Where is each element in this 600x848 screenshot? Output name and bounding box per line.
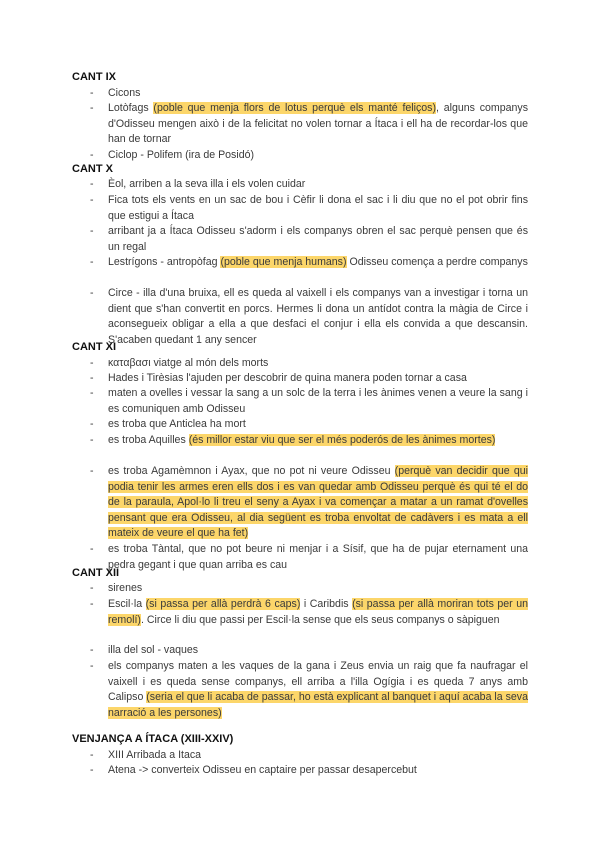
list-item: arribant ja a Ítaca Odisseu s'adorm i els companys obren el sac perquè pensen que és un regal xyxy=(108,225,528,253)
bullet: - xyxy=(90,660,94,672)
list-item: es troba Tàntal, que no pot beure ni menjar i a Sísif, que ha de pujar eternament una pedra gegant i que quan arriba es cau xyxy=(108,543,528,571)
bullet: - xyxy=(90,749,94,761)
bullet: - xyxy=(90,387,94,399)
list-item: Lestrígons - antropòfag (poble que menja humans) Odisseu comença a perdre companys xyxy=(108,256,528,268)
list-item: Lotòfags (poble que menja flors de lotus perquè els manté feliços), alguns companys d'Odisseu mengen això i de la felicitat no volen tornar a Ítaca i ell ha de recordar-los que han de tornar xyxy=(108,102,528,145)
list-item: els companys maten a les vaques de la gana i Zeus envia un raig que fa naufragar el vaixell i es queda sense companys, ell arriba a l'illa Ogígia i es queda 7 anys amb Calipso (seria el que li acaba de passar, ho està explicant al banquet i aquí acaba la seva narració a les persones) xyxy=(108,660,528,719)
bullet: - xyxy=(90,434,94,446)
list-item: καταβασι viatge al món dels morts xyxy=(108,357,269,369)
bullet: - xyxy=(90,644,94,656)
bullet: - xyxy=(90,194,94,206)
list-item: XIII Arribada a Itaca xyxy=(108,749,202,761)
bullet: - xyxy=(90,287,94,299)
bullet: - xyxy=(90,764,94,776)
heading-cant-xii: CANT XII xyxy=(72,567,120,579)
list-item: es troba Aquilles (és millor estar viu que ser el més poderós de les ànimes mortes) xyxy=(108,434,496,446)
bullet: - xyxy=(90,418,94,430)
highlight: (poble que menja flors de lotus perquè els manté feliços) xyxy=(153,102,437,114)
highlight: (perquè van decidir que qui podia tenir les armes eren ells dos i es van quedar amb Odisseu perquè és qui té el do de la paraula, Apol·lo li treu el seny a Ayax i va començar a matar a un ramat d'ovelles pensant que era Odisseu, al dia següent es troba envoltat de cadàvers i es mata a ell mateix de veure el que ha fet) xyxy=(108,465,529,539)
highlight: (seria el que li acaba de passar, ho està explicant al banquet i aquí acaba la seva narració a les persones) xyxy=(108,691,528,719)
list-item: maten a ovelles i vessar la sang a un solc de la terra i les ànimes venen a veure la sang i es comuniquen amb Odisseu xyxy=(108,387,528,415)
list-item: Escil·la (si passa per allà perdrà 6 caps) i Caribdis (si passa per allà moriran tots per un remolí). Circe li diu que passi per Escil·la sense que els seus companys o sàpiguen xyxy=(108,598,528,626)
bullet: - xyxy=(90,465,94,477)
bullet: - xyxy=(90,543,94,555)
list-item: sirenes xyxy=(108,582,143,594)
list-item: Fica tots els vents en un sac de bou i Cèfir li dona el sac i li diu que no el pot obrir fins que estigui a Ítaca xyxy=(108,194,528,222)
list-item: Circe - illa d'una bruixa, ell es queda al vaixell i els companys van a investigar i torna un dient que s'han convertit en porcs. Hermes li dona un antídot contra la màgia de Circe i aconsegueix obligar a ella a que desfaci el conjur i ella els convida a que descansin. S'acaben quedant 1 any sencer xyxy=(108,287,528,346)
bullet: - xyxy=(90,357,94,369)
highlight: (poble que menja humans) xyxy=(220,256,347,268)
bullet: - xyxy=(90,178,94,190)
list-item: Èol, arriben a la seva illa i els volen cuidar xyxy=(108,178,306,190)
heading-venjanca: VENJANÇA A ÍTACA (XIII-XXIV) xyxy=(72,733,234,745)
bullet: - xyxy=(90,582,94,594)
highlight: (si passa per allà moriran tots per un remolí) xyxy=(108,598,528,626)
bullet: - xyxy=(90,225,94,237)
list-item: es troba Agamèmnon i Ayax, que no pot ni veure Odisseu (perquè van decidir que qui podia tenir les armes eren ells dos i es van quedar amb Odisseu perquè és qui té el do de la paraula, Apol·lo li treu el seny a Ayax i va començar a matar a un ramat d'ovelles pensant que era Odisseu, al dia següent es troba envoltat de cadàvers i es mata a ell mateix de veure el que ha fet) xyxy=(108,465,529,539)
bullet: - xyxy=(90,149,94,161)
bullet: - xyxy=(90,87,94,99)
bullet: - xyxy=(90,598,94,610)
heading-cant-ix: CANT IX xyxy=(72,71,116,83)
list-item: Hades i Tirèsias l'ajuden per descobrir de quina manera poden tornar a casa xyxy=(108,372,467,384)
highlight: (si passa per allà perdrà 6 caps) xyxy=(145,598,301,610)
bullet: - xyxy=(90,372,94,384)
heading-cant-x: CANT X xyxy=(72,163,113,175)
list-item: Ciclop - Polifem (ira de Posidó) xyxy=(108,149,255,161)
heading-cant-xi: CANT XI xyxy=(72,341,116,353)
list-item: Atena -> converteix Odisseu en captaire per passar desapercebut xyxy=(108,764,417,776)
list-item: es troba que Anticlea ha mort xyxy=(108,418,246,430)
highlight: (és millor estar viu que ser el més poderós de les ànimes mortes) xyxy=(188,434,496,446)
bullet: - xyxy=(90,256,94,268)
list-item: illa del sol - vaques xyxy=(108,644,199,656)
bullet: - xyxy=(90,102,94,114)
list-item: Cicons xyxy=(108,87,141,99)
